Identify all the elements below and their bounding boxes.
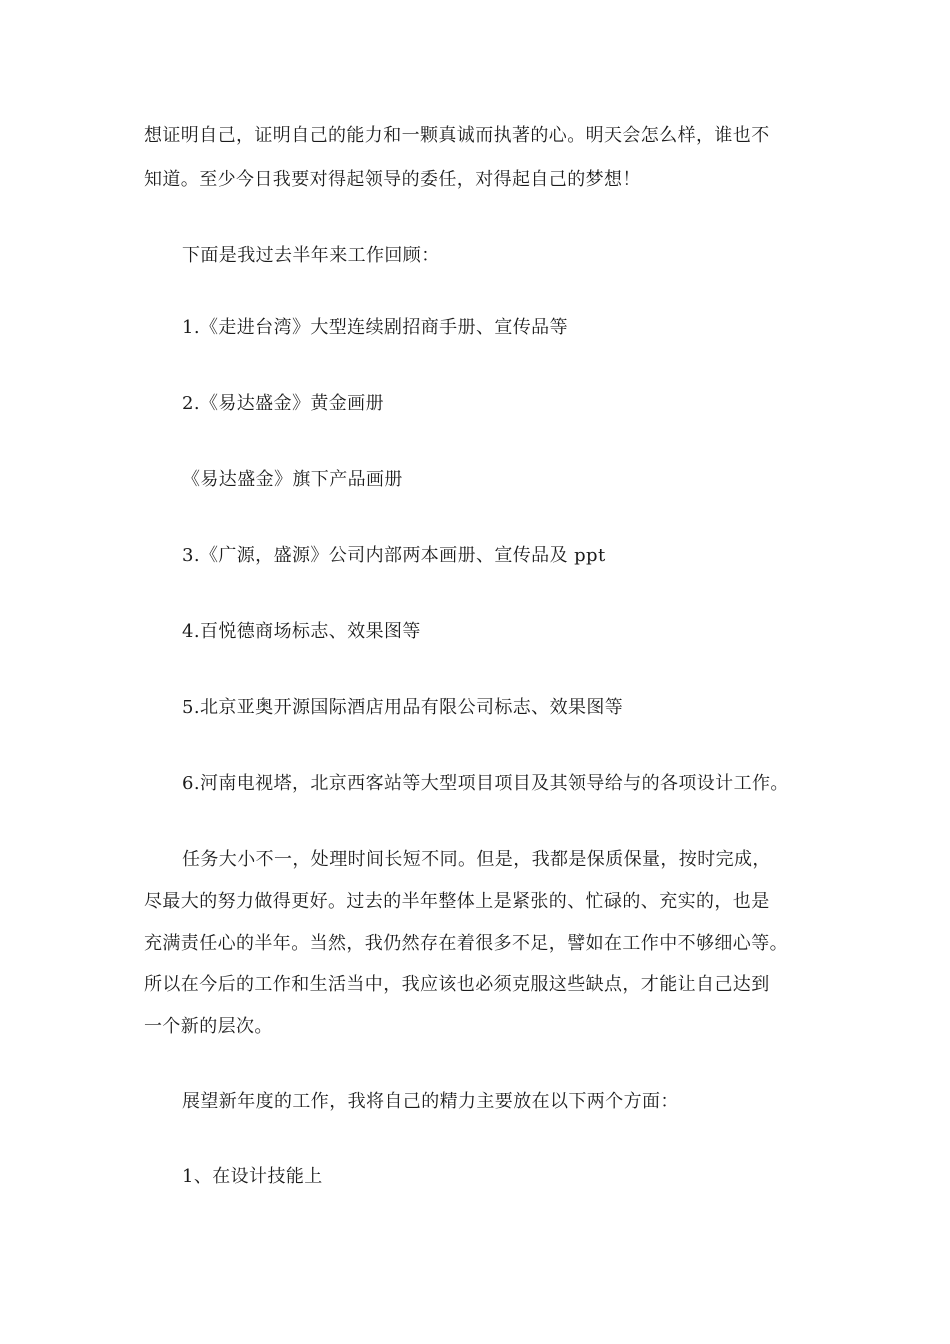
list-item-3: 3.《广源，盛源》公司内部两本画册、宣传品及 ppt xyxy=(182,545,606,566)
paragraph-p1-line-2: 知道。至少今日我要对得起领导的委任，对得起自己的梦想！ xyxy=(144,169,641,190)
paragraph-p11: 展望新年度的工作，我将自己的精力主要放在以下两个方面： xyxy=(182,1091,679,1112)
list-item-2-sub: 《易达盛金》旗下产品画册 xyxy=(182,469,403,490)
list-item-4: 4.百悦德商场标志、效果图等 xyxy=(182,621,421,642)
paragraph-p10-line-5: 一个新的层次。 xyxy=(144,1016,273,1037)
paragraph-p10-line-4: 所以在今后的工作和生活当中，我应该也必须克服这些缺点，才能让自己达到 xyxy=(144,974,770,995)
paragraph-p10-line-2: 尽最大的努力做得更好。过去的半年整体上是紧张的、忙碌的、充实的，也是 xyxy=(144,891,770,912)
list-item-5: 5.北京亚奥开源国际酒店用品有限公司标志、效果图等 xyxy=(182,697,624,718)
list-item-1: 1.《走进台湾》大型连续剧招商手册、宣传品等 xyxy=(182,317,568,338)
list-item-6: 6.河南电视塔，北京西客站等大型项目项目及其领导给与的各项设计工作。 xyxy=(182,773,789,794)
section-heading-1: 1、在设计技能上 xyxy=(182,1166,323,1187)
paragraph-p10-line-3: 充满责任心的半年。当然，我仍然存在着很多不足，譬如在工作中不够细心等。 xyxy=(144,933,788,954)
list-item-2: 2.《易达盛金》黄金画册 xyxy=(182,393,384,414)
paragraph-p2: 下面是我过去半年来工作回顾： xyxy=(182,245,440,266)
paragraph-p1-line-1: 想证明自己，证明自己的能力和一颗真诚而执著的心。明天会怎么样，谁也不 xyxy=(144,125,770,146)
paragraph-p10-line-1: 任务大小不一，处理时间长短不同。但是，我都是保质保量，按时完成， xyxy=(182,849,771,870)
